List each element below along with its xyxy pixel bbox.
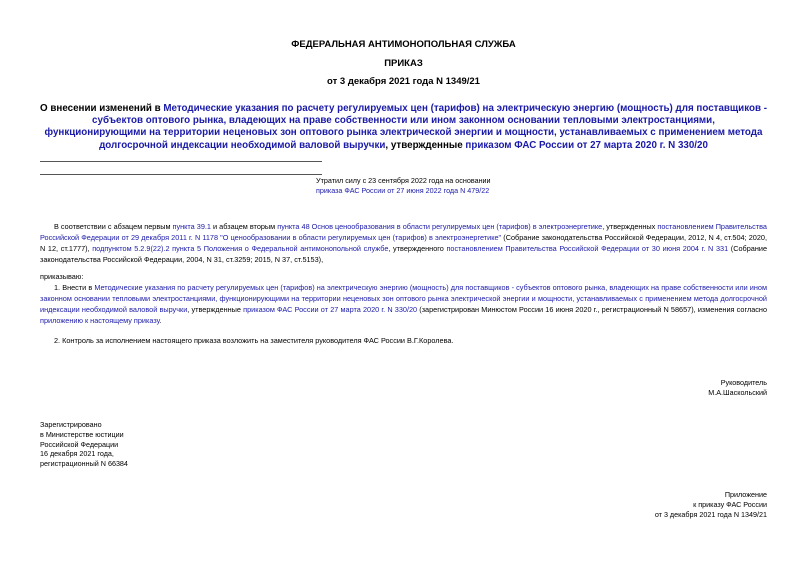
appendix-block (520, 490, 767, 519)
registration-line: регистрационный N 66384 (40, 459, 128, 469)
preamble-paragraph (40, 222, 767, 266)
expired-note (316, 176, 636, 196)
expired-link[interactable]: приказа ФАС России от 27 июня 2022 года N 479/22 (316, 185, 490, 195)
signature-name: М.А.Шаскольский (708, 387, 767, 397)
preamble-text: В соответствии с абзацем первым (54, 222, 173, 231)
order-word: приказываю: (40, 272, 84, 281)
item-1-paragraph (40, 283, 767, 327)
link-appendix[interactable]: приложению к настоящему приказу (40, 315, 160, 325)
registration-line: Российской Федерации (40, 439, 119, 449)
registration-line: в Министерстве юстиции (40, 429, 124, 439)
title-link-order[interactable]: приказом ФАС России от 27 марта 2020 г. N 330/20 (465, 139, 708, 151)
preamble-text: (Собрание законодательства Российской Федерации, 2012, N 4, ст.504; 2020, N 12, ст.1777), (40, 232, 767, 253)
link-subpoint-5-2-9[interactable]: подпунктом 5.2.9(22).2 пункта 5 Положения о Федеральной антимонопольной службе (92, 243, 389, 253)
item-1-text: 1. Внести в (54, 283, 95, 292)
link-order-330-20[interactable]: приказом ФАС России от 27 марта 2020 г. N 330/20 (243, 304, 418, 314)
doc-type: ПРИКАЗ (384, 58, 423, 69)
divider-bottom (40, 174, 322, 175)
signature-block (560, 378, 767, 398)
agency-name: ФЕДЕРАЛЬНАЯ АНТИМОНОПОЛЬНАЯ СЛУЖБА (291, 39, 516, 50)
registration-line: Зарегистрировано (40, 420, 102, 429)
doc-date-number: от 3 декабря 2021 года N 1349/21 (327, 76, 480, 87)
expired-line: Утратил силу с 23 сентября 2022 года на основании (316, 176, 491, 185)
preamble-text: и абзацем вторым (210, 222, 278, 231)
appendix-line: Приложение (724, 490, 767, 499)
preamble-text: (Собрание законодательства Российской Федерации, 2004, N 31, ст.3259; 2015, N 37, ст.5153), (40, 243, 767, 264)
preamble-text: , утвержденных (602, 222, 658, 231)
link-point-39-1[interactable]: пункта 39.1 (172, 222, 211, 231)
link-point-48-basics[interactable]: пункта 48 Основ ценообразования в области регулируемых цен (тарифов) в электроэнергетике (277, 222, 603, 231)
item-1-text: . (159, 315, 162, 325)
item-2-paragraph: 2. Контроль за исполнением настоящего приказа возложить на заместителя руководителя ФАС России В.Г.Королева. (54, 336, 454, 345)
registration-line: 16 декабря 2021 года, (40, 449, 114, 459)
link-decree-331[interactable]: постановлением Правительства Российской Федерации от 30 июня 2004 г. N 331 (446, 243, 729, 253)
link-guidelines[interactable]: Методические указания по расчету регулируемых цен (тарифов) на электрическую энергию (мощность) для поставщиков - субъектов оптового рынка, владеющих на праве собственности или ином законном основании тепловыми электростанциями, функционирующими на территории неценовых зон оптового рынка электрической энергии и мощности, устанавливаемых с применением метода долгосрочной индексации необходимой валовой выручки (40, 283, 767, 314)
registration-block (40, 420, 290, 469)
title-middle: , утвержденные (385, 139, 466, 151)
document-title (40, 103, 767, 152)
signature-role: Руководитель (720, 378, 767, 387)
preamble-text: , утвержденного (388, 243, 447, 253)
appendix-line: к приказу ФАС России (693, 499, 767, 509)
item-1-text: , утвержденные (187, 304, 244, 314)
title-link-guidelines[interactable]: Методические указания по расчету регулируемых цен (тарифов) на электрическую энергию (мощность) для поставщиков - субъектов оптового рынка, владеющих на праве собственности или ином законном основании тепловыми электростанциями, функционирующими на территории неценовых зон оптового рынка электрической энергии и мощности, устанавливаемых с применением метода долгосрочной индексации необходимой валовой выручки (44, 103, 767, 151)
divider-top (40, 161, 322, 162)
link-decree-1178[interactable]: постановлением Правительства Российской Федерации от 29 декабря 2011 г. N 1178 "О ценообразовании в области регулируемых цен (тарифов) в электроэнергетике" (40, 222, 767, 242)
item-1-text: (зарегистрирован Минюстом России 16 июня 2020 г., регистрационный N 58657), изменения согласно (417, 304, 768, 314)
title-prefix: О внесении изменений в (40, 103, 164, 114)
appendix-line: от 3 декабря 2021 года N 1349/21 (654, 509, 767, 519)
